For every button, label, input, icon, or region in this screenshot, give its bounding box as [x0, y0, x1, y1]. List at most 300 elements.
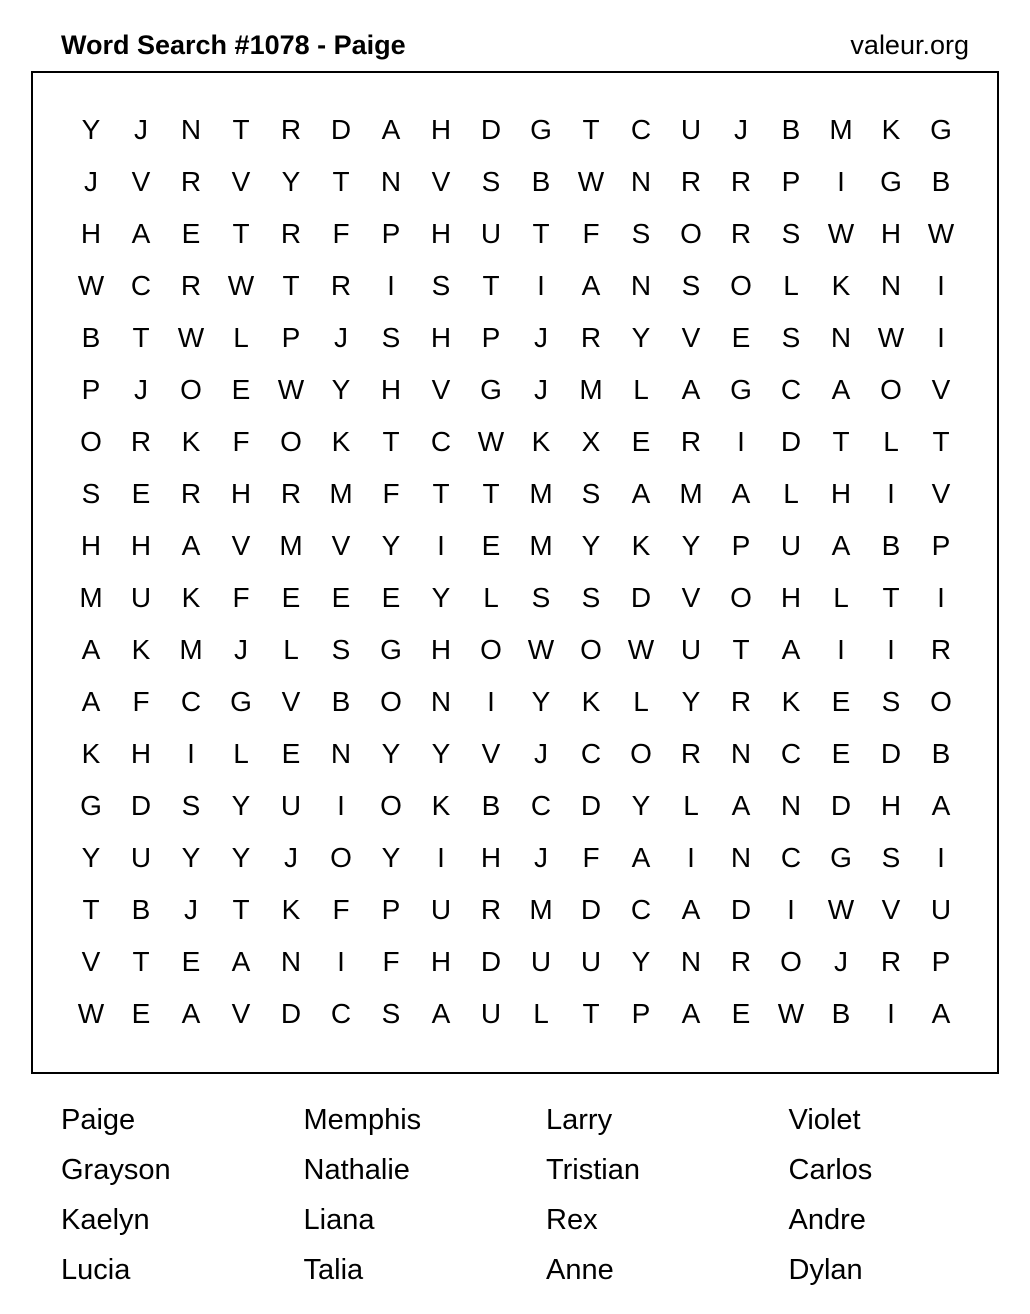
grid-letter: J [834, 946, 848, 977]
grid-letter: A [81, 686, 101, 717]
grid-letter: T [482, 270, 500, 301]
grid-letter: T [732, 634, 750, 665]
grid-letter: M [529, 894, 553, 925]
grid-letter: I [437, 842, 445, 873]
grid-letter: R [680, 166, 702, 197]
grid-letter: D [480, 114, 502, 145]
grid-letter: Y [281, 166, 301, 197]
grid-letter: P [81, 374, 101, 405]
grid-letter: T [332, 166, 350, 197]
grid-letter: B [131, 894, 151, 925]
grid-letter: G [930, 114, 952, 145]
grid-letter: A [181, 530, 201, 561]
grid-letter: R [730, 946, 752, 977]
grid-letter: A [581, 270, 601, 301]
grid-letter: A [181, 998, 201, 1029]
grid-letter: P [731, 530, 751, 561]
grid-letter: D [480, 946, 502, 977]
grid-letter: L [233, 738, 249, 769]
grid-letter: J [534, 374, 548, 405]
grid-letter: U [680, 634, 702, 665]
grid-letter: H [80, 530, 102, 561]
grid-letter: U [680, 114, 702, 145]
grid-letter: T [82, 894, 100, 925]
grid-letter: V [231, 998, 251, 1029]
grid-letter: A [381, 114, 401, 145]
grid-letter: L [683, 790, 699, 821]
grid-letter: W [227, 270, 255, 301]
grid-letter: R [680, 426, 702, 457]
grid-letter: L [533, 998, 549, 1029]
grid-letter: V [81, 946, 101, 977]
grid-letter: J [534, 842, 548, 873]
grid-letter: W [527, 634, 555, 665]
grid-letter: R [730, 686, 752, 717]
grid-letter: I [837, 166, 845, 197]
grid-letter: I [937, 842, 945, 873]
grid-letter: U [130, 582, 152, 613]
grid-letter: H [430, 114, 452, 145]
grid-letter: B [81, 322, 101, 353]
grid-letter: S [581, 478, 601, 509]
grid-letter: L [633, 686, 649, 717]
grid-letter: J [534, 738, 548, 769]
grid-letter: N [830, 322, 852, 353]
grid-letter: V [331, 530, 351, 561]
grid-letter: A [631, 842, 651, 873]
grid-letter: H [880, 218, 902, 249]
grid-letter: P [931, 530, 951, 561]
grid-letter: T [432, 478, 450, 509]
grid-letter: A [131, 218, 151, 249]
grid-letter: S [481, 166, 501, 197]
grid-letter: D [780, 426, 802, 457]
grid-letter: L [283, 634, 299, 665]
grid-letter: A [781, 634, 801, 665]
grid-letter: Y [681, 686, 701, 717]
grid-letter: V [681, 582, 701, 613]
grid-letter: Y [581, 530, 601, 561]
grid-letter: R [730, 218, 752, 249]
grid-letter: G [730, 374, 752, 405]
grid-letter: E [381, 582, 401, 613]
grid-letter: W [577, 166, 605, 197]
grid-letter: T [482, 478, 500, 509]
grid-letter: M [529, 478, 553, 509]
grid-letter: I [187, 738, 195, 769]
grid-letter: A [831, 374, 851, 405]
grid-letter: W [77, 998, 105, 1029]
grid-letter: T [932, 426, 950, 457]
grid-letter: S [381, 322, 401, 353]
grid-letter: O [780, 946, 802, 977]
grid-letter: E [631, 426, 651, 457]
grid-letter: N [330, 738, 352, 769]
grid-letter: E [281, 738, 301, 769]
grid-letter: A [231, 946, 251, 977]
grid-letter: I [937, 270, 945, 301]
word-list-item: Paige [61, 1104, 136, 1136]
grid-letter: E [231, 374, 251, 405]
grid-letter: O [730, 270, 752, 301]
grid-letter: U [130, 842, 152, 873]
grid-letter: N [430, 686, 452, 717]
grid-letter: A [81, 634, 101, 665]
grid-letter: O [330, 842, 352, 873]
grid-letter: J [184, 894, 198, 925]
grid-letter: T [582, 114, 600, 145]
grid-letter: I [687, 842, 695, 873]
grid-letter: W [177, 322, 205, 353]
grid-letter: E [281, 582, 301, 613]
grid-letter: Y [631, 322, 651, 353]
grid-letter: U [930, 894, 952, 925]
grid-letter: V [931, 478, 951, 509]
grid-letter: A [681, 998, 701, 1029]
grid-letter: E [181, 946, 201, 977]
grid-letter: Y [381, 530, 401, 561]
grid-letter: D [880, 738, 902, 769]
grid-letter: W [77, 270, 105, 301]
grid-letter: H [830, 478, 852, 509]
grid-letter: J [234, 634, 248, 665]
grid-letter: W [277, 374, 305, 405]
word-list-item: Memphis [303, 1104, 422, 1136]
grid-letter: E [481, 530, 501, 561]
grid-letter: N [180, 114, 202, 145]
grid-letter: C [130, 270, 152, 301]
grid-letter: T [132, 946, 150, 977]
grid-letter: K [531, 426, 551, 457]
grid-letter: D [330, 114, 352, 145]
grid-letter: C [180, 686, 202, 717]
grid-letter: R [480, 894, 502, 925]
grid-letter: G [480, 374, 502, 405]
grid-letter: B [481, 790, 501, 821]
grid-letter: S [81, 478, 101, 509]
grid-letter: R [280, 114, 302, 145]
grid-letter: M [79, 582, 103, 613]
grid-letter: F [132, 686, 150, 717]
grid-letter: I [737, 426, 745, 457]
grid-letter: W [927, 218, 955, 249]
grid-letter: W [827, 218, 855, 249]
grid-letter: T [132, 322, 150, 353]
grid-letter: B [881, 530, 901, 561]
grid-letter: B [931, 738, 951, 769]
grid-letter: O [380, 790, 402, 821]
grid-letter: N [780, 790, 802, 821]
grid-letter: E [181, 218, 201, 249]
grid-letter: R [680, 738, 702, 769]
grid-letter: R [180, 270, 202, 301]
grid-letter: F [582, 218, 600, 249]
grid-letter: Y [381, 738, 401, 769]
grid-letter: O [180, 374, 202, 405]
grid-letter: H [380, 374, 402, 405]
grid-letter: J [134, 114, 148, 145]
grid-letter: T [382, 426, 400, 457]
grid-letter: R [280, 218, 302, 249]
grid-letter: K [331, 426, 351, 457]
word-list-item: Grayson [61, 1154, 171, 1186]
grid-letter: K [281, 894, 301, 925]
grid-letter: I [887, 478, 895, 509]
grid-letter: X [581, 426, 601, 457]
grid-letter: S [631, 218, 651, 249]
grid-letter: N [730, 842, 752, 873]
grid-letter: R [880, 946, 902, 977]
grid-letter: O [880, 374, 902, 405]
grid-letter: T [832, 426, 850, 457]
word-list-item: Kaelyn [61, 1204, 150, 1236]
grid-letter: M [279, 530, 303, 561]
grid-letter: E [731, 998, 751, 1029]
grid-letter: D [630, 582, 652, 613]
grid-letter: C [630, 894, 652, 925]
grid-letter: J [734, 114, 748, 145]
grid-letter: U [430, 894, 452, 925]
grid-letter: H [480, 842, 502, 873]
grid-letter: I [537, 270, 545, 301]
grid-letter: A [731, 790, 751, 821]
word-list-item: Violet [788, 1104, 861, 1136]
grid-letter: G [230, 686, 252, 717]
grid-letter: L [483, 582, 499, 613]
grid-letter: P [931, 946, 951, 977]
grid-letter: E [331, 582, 351, 613]
grid-letter: L [233, 322, 249, 353]
grid-letter: N [380, 166, 402, 197]
grid-letter: S [781, 322, 801, 353]
grid-letter: P [781, 166, 801, 197]
grid-letter: G [880, 166, 902, 197]
grid-letter: F [382, 478, 400, 509]
word-list-item: Liana [303, 1204, 375, 1236]
grid-letter: H [430, 322, 452, 353]
grid-letter: T [882, 582, 900, 613]
grid-letter: Y [631, 790, 651, 821]
grid-letter: H [130, 530, 152, 561]
grid-letter: J [284, 842, 298, 873]
grid-letter: S [431, 270, 451, 301]
grid-letter: C [780, 842, 802, 873]
grid-letter: I [387, 270, 395, 301]
grid-letter: V [431, 166, 451, 197]
grid-letter: L [633, 374, 649, 405]
grid-letter: D [130, 790, 152, 821]
grid-letter: U [780, 530, 802, 561]
grid-letter: B [831, 998, 851, 1029]
grid-letter: M [329, 478, 353, 509]
grid-letter: A [731, 478, 751, 509]
grid-letter: O [80, 426, 102, 457]
grid-letter: F [332, 218, 350, 249]
grid-letter: J [134, 374, 148, 405]
grid-letter: O [580, 634, 602, 665]
grid-letter: V [681, 322, 701, 353]
grid-letter: H [430, 634, 452, 665]
grid-letter: G [380, 634, 402, 665]
grid-letter: D [280, 998, 302, 1029]
grid-letter: K [581, 686, 601, 717]
word-list-item: Talia [303, 1254, 364, 1286]
grid-letter: T [582, 998, 600, 1029]
grid-letter: K [781, 686, 801, 717]
grid-letter: I [437, 530, 445, 561]
grid-letter: S [881, 686, 901, 717]
grid-letter: A [431, 998, 451, 1029]
grid-letter: S [781, 218, 801, 249]
grid-letter: W [477, 426, 505, 457]
grid-letter: D [830, 790, 852, 821]
grid-letter: F [232, 582, 250, 613]
grid-letter: Y [181, 842, 201, 873]
grid-letter: I [487, 686, 495, 717]
grid-letter: W [777, 998, 805, 1029]
word-list-item: Nathalie [303, 1154, 410, 1186]
grid-letter: C [580, 738, 602, 769]
grid-letter: C [780, 374, 802, 405]
grid-letter: S [381, 998, 401, 1029]
grid-letter: P [481, 322, 501, 353]
grid-letter: B [331, 686, 351, 717]
grid-letter: S [881, 842, 901, 873]
grid-letter: U [480, 998, 502, 1029]
grid-letter: B [531, 166, 551, 197]
grid-letter: O [380, 686, 402, 717]
grid-letter: O [730, 582, 752, 613]
grid-letter: V [881, 894, 901, 925]
grid-letter: B [781, 114, 801, 145]
grid-letter: K [431, 790, 451, 821]
grid-letter: V [231, 166, 251, 197]
grid-letter: Y [231, 842, 251, 873]
grid-letter: Y [381, 842, 401, 873]
grid-letter: K [181, 426, 201, 457]
grid-letter: E [731, 322, 751, 353]
word-list-item: Lucia [61, 1254, 131, 1286]
grid-letter: D [580, 894, 602, 925]
grid-letter: O [280, 426, 302, 457]
grid-letter: W [877, 322, 905, 353]
grid-letter: V [481, 738, 501, 769]
word-list-item: Rex [546, 1204, 598, 1236]
grid-letter: Y [631, 946, 651, 977]
grid-letter: A [931, 790, 951, 821]
grid-letter: M [579, 374, 603, 405]
grid-letter: V [231, 530, 251, 561]
grid-letter: T [232, 894, 250, 925]
grid-letter: A [931, 998, 951, 1029]
grid-letter: F [332, 894, 350, 925]
grid-letter: A [681, 374, 701, 405]
grid-letter: A [631, 478, 651, 509]
grid-letter: E [131, 998, 151, 1029]
letter-grid [31, 71, 999, 1074]
grid-letter: P [381, 894, 401, 925]
grid-letter: F [232, 426, 250, 457]
grid-letter: Y [431, 738, 451, 769]
grid-letter: E [831, 686, 851, 717]
grid-letter: J [84, 166, 98, 197]
grid-letter: G [80, 790, 102, 821]
grid-letter: U [480, 218, 502, 249]
grid-letter: H [130, 738, 152, 769]
grid-letter: B [931, 166, 951, 197]
grid-letter: R [130, 426, 152, 457]
grid-letter: K [631, 530, 651, 561]
grid-letter: L [883, 426, 899, 457]
grid-letter: R [930, 634, 952, 665]
grid-letter: S [581, 582, 601, 613]
grid-letter: V [281, 686, 301, 717]
page-title: Word Search #1078 - Paige [61, 30, 406, 60]
grid-letter: I [887, 634, 895, 665]
grid-letter: T [532, 218, 550, 249]
grid-letter: T [232, 114, 250, 145]
grid-letter: R [580, 322, 602, 353]
grid-letter: J [334, 322, 348, 353]
grid-letter: D [580, 790, 602, 821]
grid-letter: H [230, 478, 252, 509]
grid-letter: I [787, 894, 795, 925]
grid-letter: P [381, 218, 401, 249]
grid-letter: C [630, 114, 652, 145]
grid-letter: L [783, 478, 799, 509]
site-name: valeur.org [850, 30, 969, 60]
grid-letter: O [630, 738, 652, 769]
grid-letter: N [630, 270, 652, 301]
grid-letter: W [627, 634, 655, 665]
grid-letter: K [881, 114, 901, 145]
grid-letter: F [582, 842, 600, 873]
grid-letter: S [681, 270, 701, 301]
grid-letter: K [131, 634, 151, 665]
grid-letter: K [81, 738, 101, 769]
grid-letter: I [937, 322, 945, 353]
grid-letter: H [430, 218, 452, 249]
word-list-item: Larry [546, 1104, 613, 1136]
word-list-item: Dylan [788, 1254, 863, 1286]
grid-letter: L [833, 582, 849, 613]
grid-letter: Y [681, 530, 701, 561]
word-list-item: Tristian [546, 1154, 640, 1186]
grid-letter: R [180, 478, 202, 509]
grid-letter: Y [81, 114, 101, 145]
grid-letter: V [431, 374, 451, 405]
grid-letter: Y [231, 790, 251, 821]
grid-letter: T [282, 270, 300, 301]
grid-letter: N [730, 738, 752, 769]
grid-letter: R [330, 270, 352, 301]
grid-letter: O [480, 634, 502, 665]
grid-letter: G [830, 842, 852, 873]
grid-letter: N [680, 946, 702, 977]
grid-letter: E [131, 478, 151, 509]
grid-letter: K [831, 270, 851, 301]
grid-letter: S [331, 634, 351, 665]
grid-letter: O [680, 218, 702, 249]
word-list-item: Carlos [788, 1154, 873, 1186]
word-list-item: Anne [546, 1254, 614, 1286]
grid-letter: L [783, 270, 799, 301]
grid-letter: I [337, 790, 345, 821]
grid-letter: U [580, 946, 602, 977]
grid-letter: S [531, 582, 551, 613]
grid-letter: T [232, 218, 250, 249]
grid-letter: M [529, 530, 553, 561]
